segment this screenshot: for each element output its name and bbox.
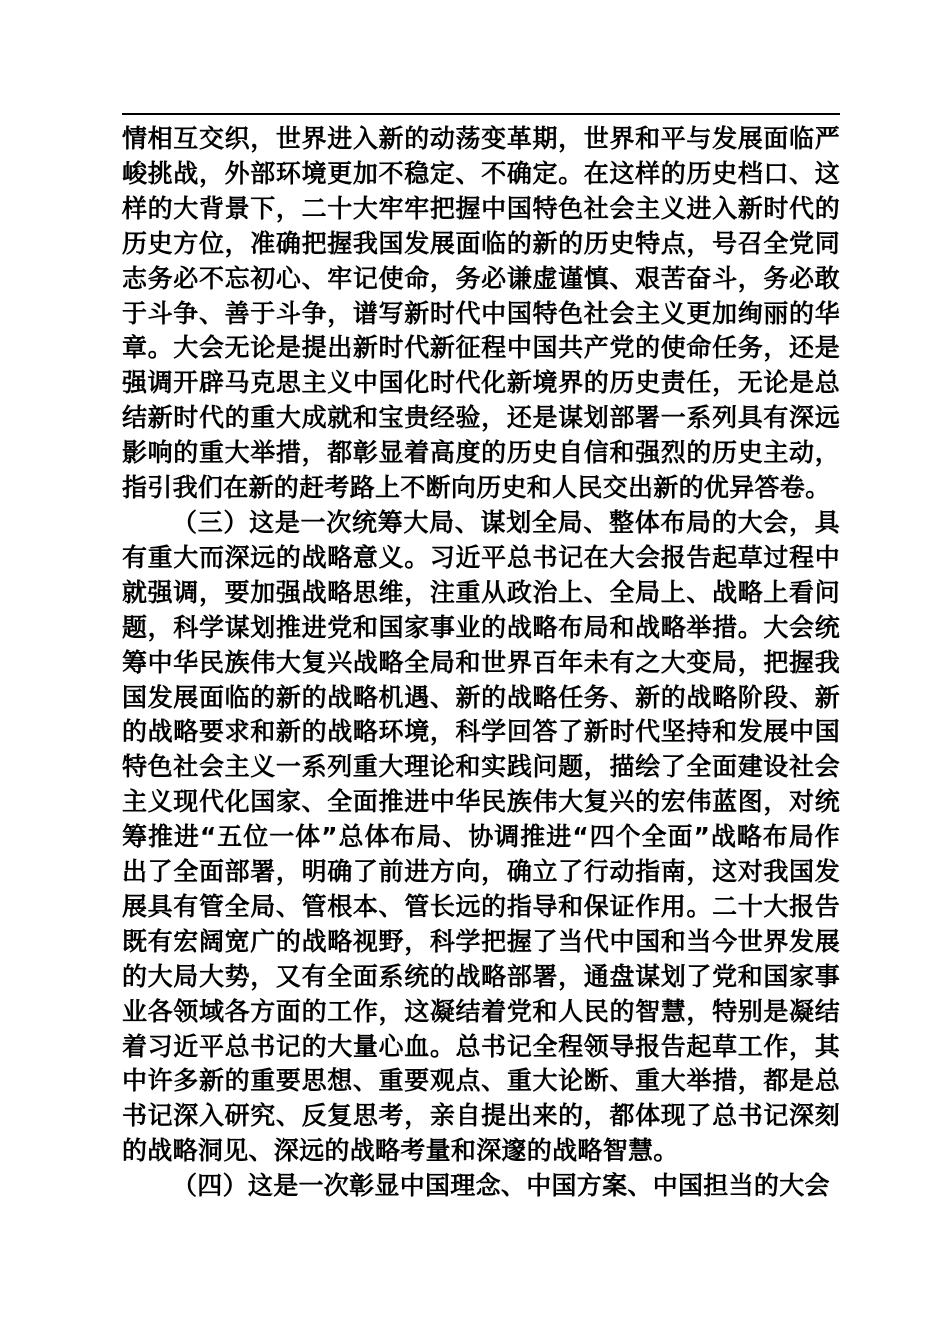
header-rule — [122, 113, 840, 115]
paragraph-section-4: （四）这是一次彰显中国理念、中国方案、中国担当的大会 — [172, 1171, 830, 1201]
paragraph-section-3: （三）这是一次统筹大局、谋划全局、整体布局的大会，具有重大而深远的战略意义。习近平总书记在大会报告起草过程中就强调，要加强战略思维，注重从政治上、全局上、战略上看问题，科学谋划推进党和国家事业的战略布局和战略举措。大会统筹中华民族伟大复兴战略全局和世界百年未有之大变局，把握我国发展面临的新的战略机遇、新的战略任务、新的战略阶段、新的战略要求和新的战略环境，科学回答了新时代坚持和发展中国特色社会主义一系列重大理论和实践问题，描绘了全面建设社会主义现代化国家、全面推进中华民族伟大复兴的宏伟蓝图，对统筹推进“五位一体”总体布局、协调推进“四个全面”战略布局作出了全面部署，明确了前进方向，确立了行动指南，这对我国发展具有管全局、管根本、管长远的指导和保证作用。二十大报告既有宏阔宽广的战略视野，科学把握了当代中国和当今世界发展的大局大势，又有全面系统的战略部署，通盘谋划了党和国家事业各领域各方面的工作，这凝结着党和人民的智慧，特别是凝结着习近平总书记的大量心血。总书记全程领导报告起草工作，其中许多新的重要思想、重要观点、重大论断、重大举措，都是总书记深入研究、反复思考，亲自提出来的，都体现了总书记深刻的战略洞见、深远的战略考量和深邃的战略智慧。 — [122, 507, 840, 1166]
document-body — [122, 122, 840, 1204]
paragraph-continuation: 情相互交织，世界进入新的动荡变革期，世界和平与发展面临严峻挑战，外部环境更加不稳定、不确定。在这样的历史档口、这样的大背景下，二十大牢牢把握中国特色社会主义进入新时代的历史方位，准确把握我国发展面临的新的历史特点，号召全党同志务必不忘初心、牢记使命，务必谦虚谨慎、艰苦奋斗，务必敢于斗争、善于斗争，谱写新时代中国特色社会主义更加绚丽的华章。大会无论是提出新时代新征程中国共产党的使命任务，还是强调开辟马克思主义中国化时代化新境界的历史责任，无论是总结新时代的重大成就和宝贵经验，还是谋划部署一系列具有深远影响的重大举措，都彰显着高度的历史自信和强烈的历史主动，指引我们在新的赶考路上不断向历史和人民交出新的优异答卷。 — [122, 124, 840, 503]
